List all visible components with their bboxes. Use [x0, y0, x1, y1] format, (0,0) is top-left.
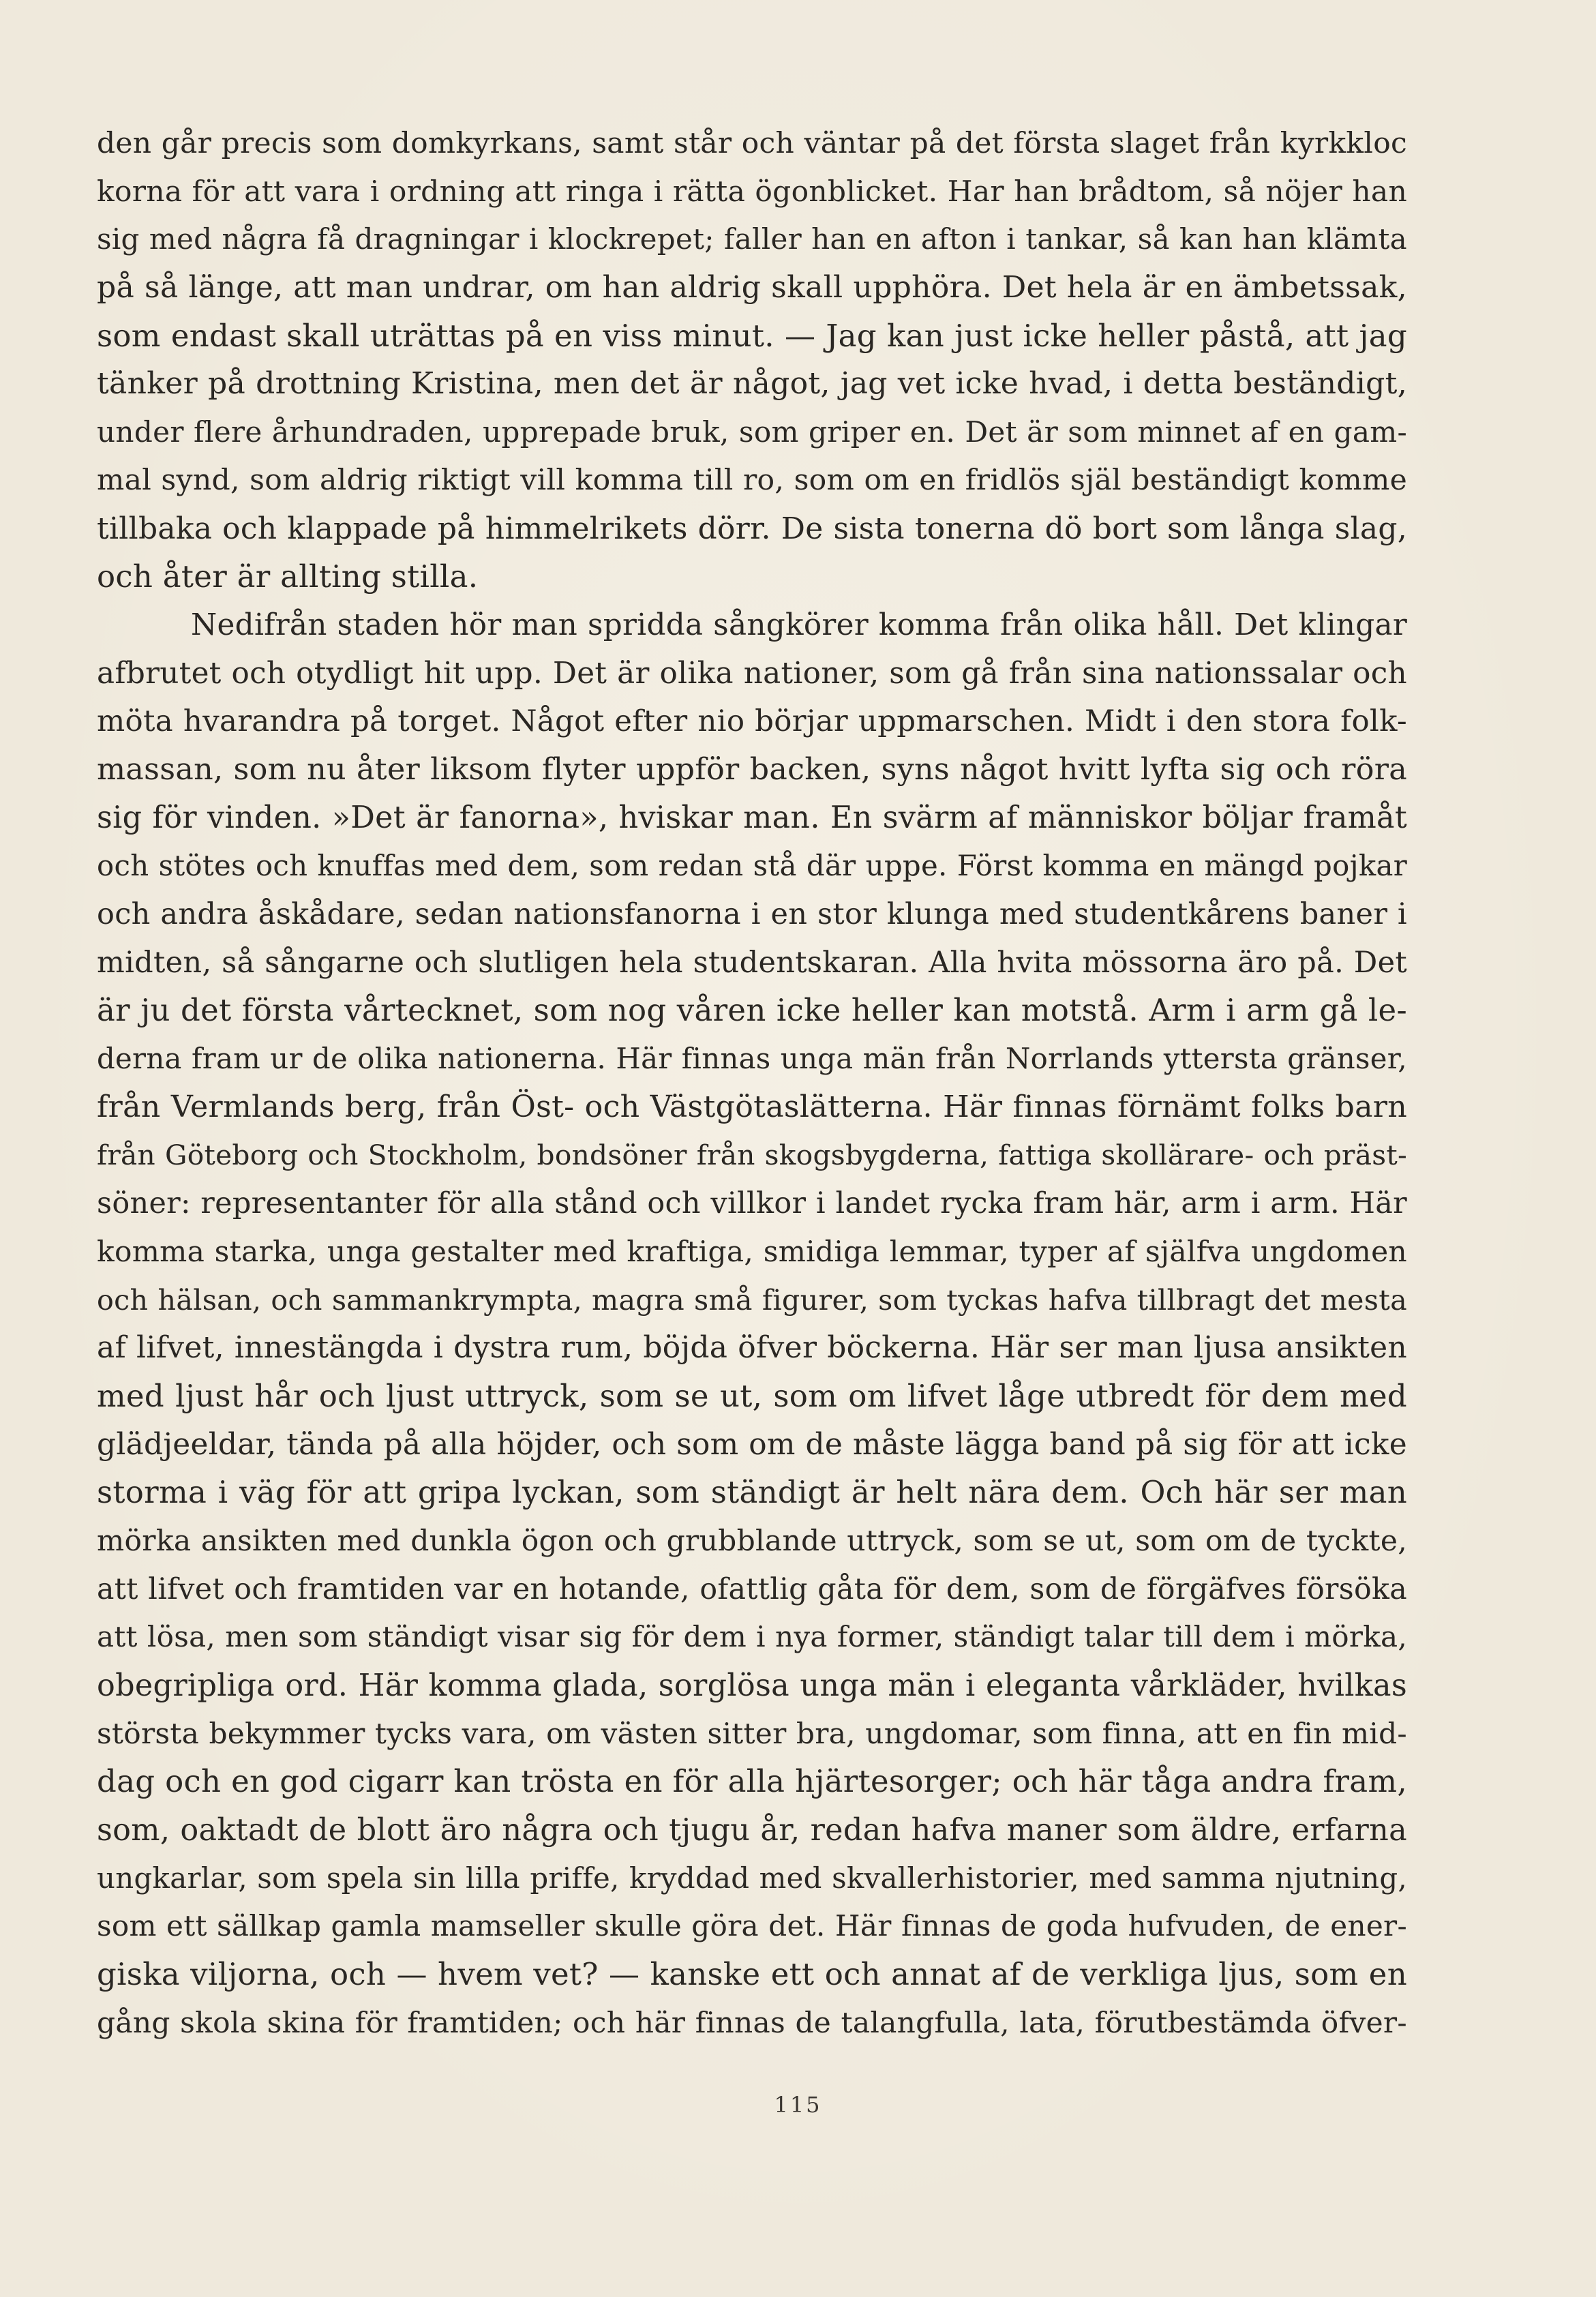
text-line: och hälsan, och sammankrympta, magra små figurer, som tyckas hafva tillbragt det mesta	[97, 1283, 1407, 1317]
text-line: giska viljorna, och — hvem vet? — kanske ett och annat af de verkliga ljus, som en	[97, 1956, 1407, 1993]
text-line: glädjeeldar, tända på alla höjder, och som om de måste lägga band på sig för att icke	[97, 1426, 1407, 1462]
text-line: att lösa, men som ständigt visar sig för dem i nya former, ständigt talar till dem i mörka,	[97, 1620, 1407, 1654]
text-line: söner: representanter för alla stånd och villkor i landet rycka fram här, arm i arm. Här	[97, 1186, 1407, 1221]
text-line: tänker på drottning Kristina, men det är något, jag vet icke hvad, i detta beständigt,	[97, 366, 1407, 402]
text-line: massan, som nu åter liksom flyter uppför backen, syns något hvitt lyfta sig och röra	[97, 751, 1407, 787]
text-line: och andra åskådare, sedan nationsfanorna i en stor klunga med studentkårens baner i	[97, 897, 1407, 931]
page-number: 115	[774, 2092, 822, 2118]
paragraph-start-line: Nedifrån staden hör man spridda sångkörer komma från olika håll. Det klingar	[191, 607, 1407, 642]
paragraph-end-line: och åter är allting stilla.	[97, 558, 479, 595]
text-line: sig med några få dragningar i klockrepet; faller han en afton i tankar, så kan han klämta	[97, 222, 1407, 256]
text-line: obegripliga ord. Här komma glada, sorglösa unga män i eleganta vårkläder, hvilkas	[97, 1668, 1407, 1703]
text-line: som, oaktadt de blott äro några och tjugu år, redan hafva maner som äldre, erfarna	[97, 1812, 1407, 1848]
text-line: gång skola skina för framtiden; och här finnas de talangfulla, lata, förutbestämda öfver-	[97, 2005, 1407, 2039]
text-line: af lifvet, innestängda i dystra rum, böjda öfver böckerna. Här ser man ljusa ansikten	[97, 1330, 1407, 1366]
text-line: tillbaka och klappade på himmelrikets dörr. De sista tonerna dö bort som långa slag,	[97, 511, 1407, 546]
text-line: från Göteborg och Stockholm, bondsöner från skogsbygderna, fattiga skollärare- och präst-	[97, 1139, 1407, 1172]
text-line: ungkarlar, som spela sin lilla priffe, kryddad med skvallerhistorier, med samma njutning,	[97, 1861, 1407, 1895]
text-line: som endast skall uträttas på en viss minut. — Jag kan just icke heller påstå, att jag	[97, 317, 1407, 354]
text-line: dag och en god cigarr kan trösta en för alla hjärtesorger; och här tåga andra fram,	[97, 1763, 1407, 1800]
text-line: storma i väg för att gripa lyckan, som ständigt är helt nära dem. Och här ser man	[97, 1474, 1407, 1511]
text-line: den går precis som domkyrkans, samt står och väntar på det första slaget från kyrkkloc	[97, 126, 1407, 160]
text-line: är ju det första vårtecknet, som nog våren icke heller kan motstå. Arm i arm gå le-	[97, 992, 1407, 1029]
text-line: komma starka, unga gestalter med kraftiga, smidiga lemmar, typer af själfva ungdomen	[97, 1234, 1407, 1268]
text-line: på så länge, att man undrar, om han aldrig skall upphöra. Det hela är en ämbetssak,	[97, 270, 1407, 305]
text-line: möta hvarandra på torget. Något efter nio börjar uppmarschen. Midt i den stora folk-	[97, 704, 1407, 739]
text-line: afbrutet och otydligt hit upp. Det är olika nationer, som gå från sina nationssalar och	[97, 655, 1407, 691]
text-line: att lifvet och framtiden var en hotande, ofattlig gåta för dem, som de förgäfves försöka	[97, 1572, 1407, 1606]
text-line: från Vermlands berg, från Öst- och Västgötaslätterna. Här finnas förnämt folks barn	[97, 1089, 1407, 1124]
text-line: med ljust hår och ljust uttryck, som se ut, som om lifvet låge utbredt för dem med	[97, 1377, 1407, 1414]
text-line: mörka ansikten med dunkla ögon och grubblande uttryck, som se ut, som om de tyckte,	[97, 1523, 1407, 1557]
text-line: största bekymmer tycks vara, om västen sitter bra, ungdomar, som finna, att en fin mid-	[97, 1716, 1407, 1750]
text-line: mal synd, som aldrig riktigt vill komma till ro, som om en fridlös själ beständigt komme	[97, 463, 1407, 497]
text-line: som ett sällkap gamla mamseller skulle göra det. Här finnas de goda hufvuden, de ener-	[97, 1909, 1407, 1943]
text-line: under flere århundraden, upprepade bruk, som griper en. Det är som minnet af en gam-	[97, 415, 1407, 449]
text-line: sig för vinden. »Det är fanorna», hviskar man. En svärm af människor böljar framåt	[97, 800, 1407, 835]
text-line: midten, så sångarne och slutligen hela studentskaran. Alla hvita mössorna äro på. Det	[97, 945, 1407, 980]
text-line: och stötes och knuffas med dem, som redan stå där uppe. Först komma en mängd pojkar	[97, 849, 1407, 883]
text-line: korna för att vara i ordning att ringa i rätta ögonblicket. Har han brådtom, så nöjer han	[97, 174, 1407, 208]
text-line: derna fram ur de olika nationerna. Här finnas unga män från Norrlands yttersta gränser,	[97, 1042, 1407, 1076]
body-text	[97, 119, 1407, 2047]
